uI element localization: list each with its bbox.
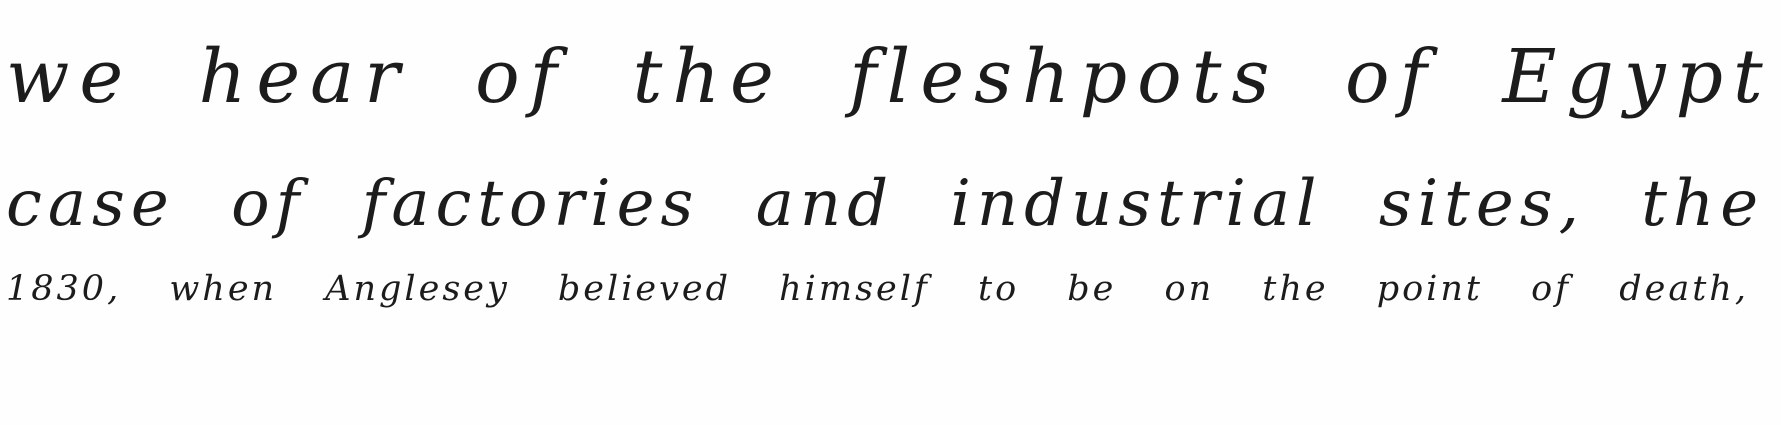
- handwritten-line-1: we hear of the fleshpots of Egypt: [6, 34, 1773, 120]
- handwritten-line-3: 1830, when Anglesey believed himself to be on the point of death,: [6, 269, 1749, 309]
- handwritten-line-2: case of factories and industrial sites, the: [6, 167, 1765, 241]
